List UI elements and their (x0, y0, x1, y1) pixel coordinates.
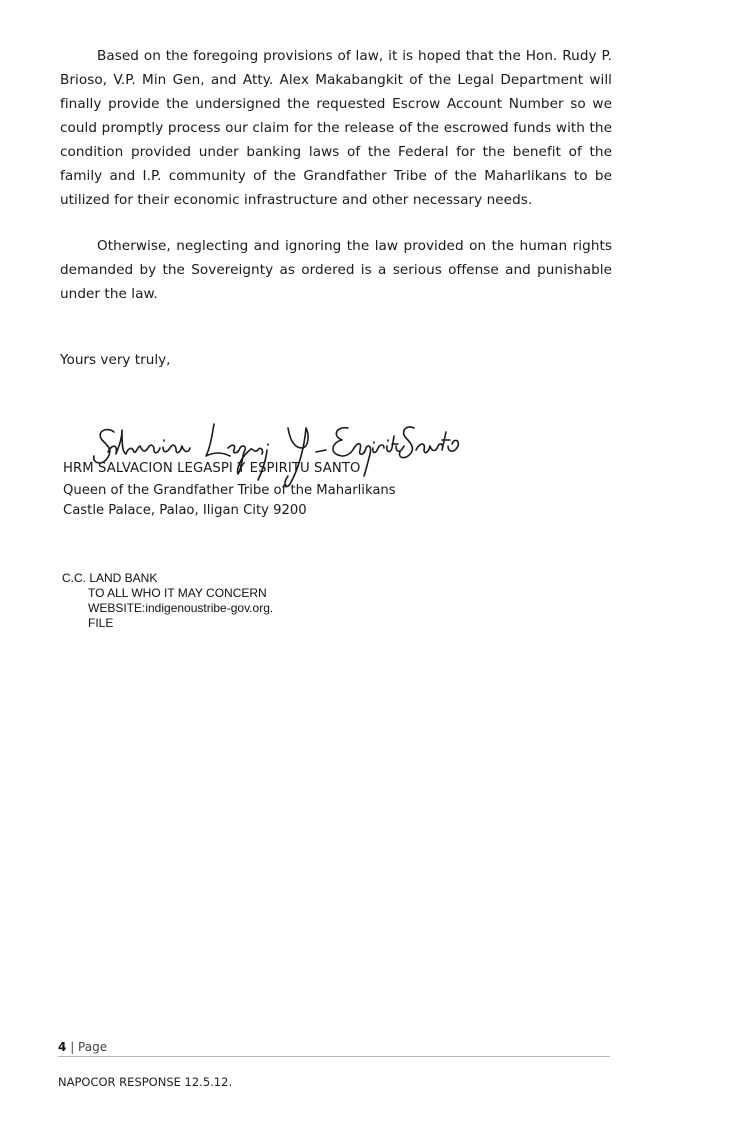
body-paragraph-2: Otherwise, neglecting and ignoring the law provided on the human rights demanded by the Sovereignty as ordered is a serious offense and punishable under the law. (60, 238, 612, 302)
page-number-label: | Page (70, 1040, 108, 1054)
closing-salutation: Yours very truly, (60, 352, 171, 368)
signatory-title: Queen of the Grandfather Tribe of the Maharlikans (63, 483, 396, 498)
footer-reference: NAPOCOR RESPONSE 12.5.12. (58, 1075, 233, 1089)
page-number-value: 4 (58, 1040, 67, 1054)
carbon-copy-list (62, 571, 273, 631)
cc-line-3: WEBSITE:indigenoustribe-gov.org. (88, 601, 274, 615)
signatory-address: Castle Palace, Palao, Iligan City 9200 (63, 503, 307, 518)
signatory-name: HRM SALVACION LEGASPI Y ESPIRITU SANTO (63, 461, 361, 476)
handwritten-signature (92, 410, 462, 490)
footer-divider (58, 1056, 610, 1057)
cc-line-1: C.C. LAND BANK (62, 571, 158, 585)
body-paragraph-1: Based on the foregoing provisions of law, it is hoped that the Hon. Rudy P. Brioso, V.P. Min Gen, and Atty. Alex Makabangkit of the Legal Department will finally provide the undersigned the requested Escrow Account Number so we could promptly process our claim for the release of the escrowed funds with the condition provided under banking laws of the Federal for the benefit of the family and I.P. community of the Grandfather Tribe of the Maharlikans to be utilized for their economic infrastructure and other necessary needs. (60, 48, 612, 208)
cc-line-4: FILE (88, 616, 114, 630)
cc-line-2: TO ALL WHO IT MAY CONCERN (88, 586, 267, 600)
page-number (58, 1040, 107, 1054)
